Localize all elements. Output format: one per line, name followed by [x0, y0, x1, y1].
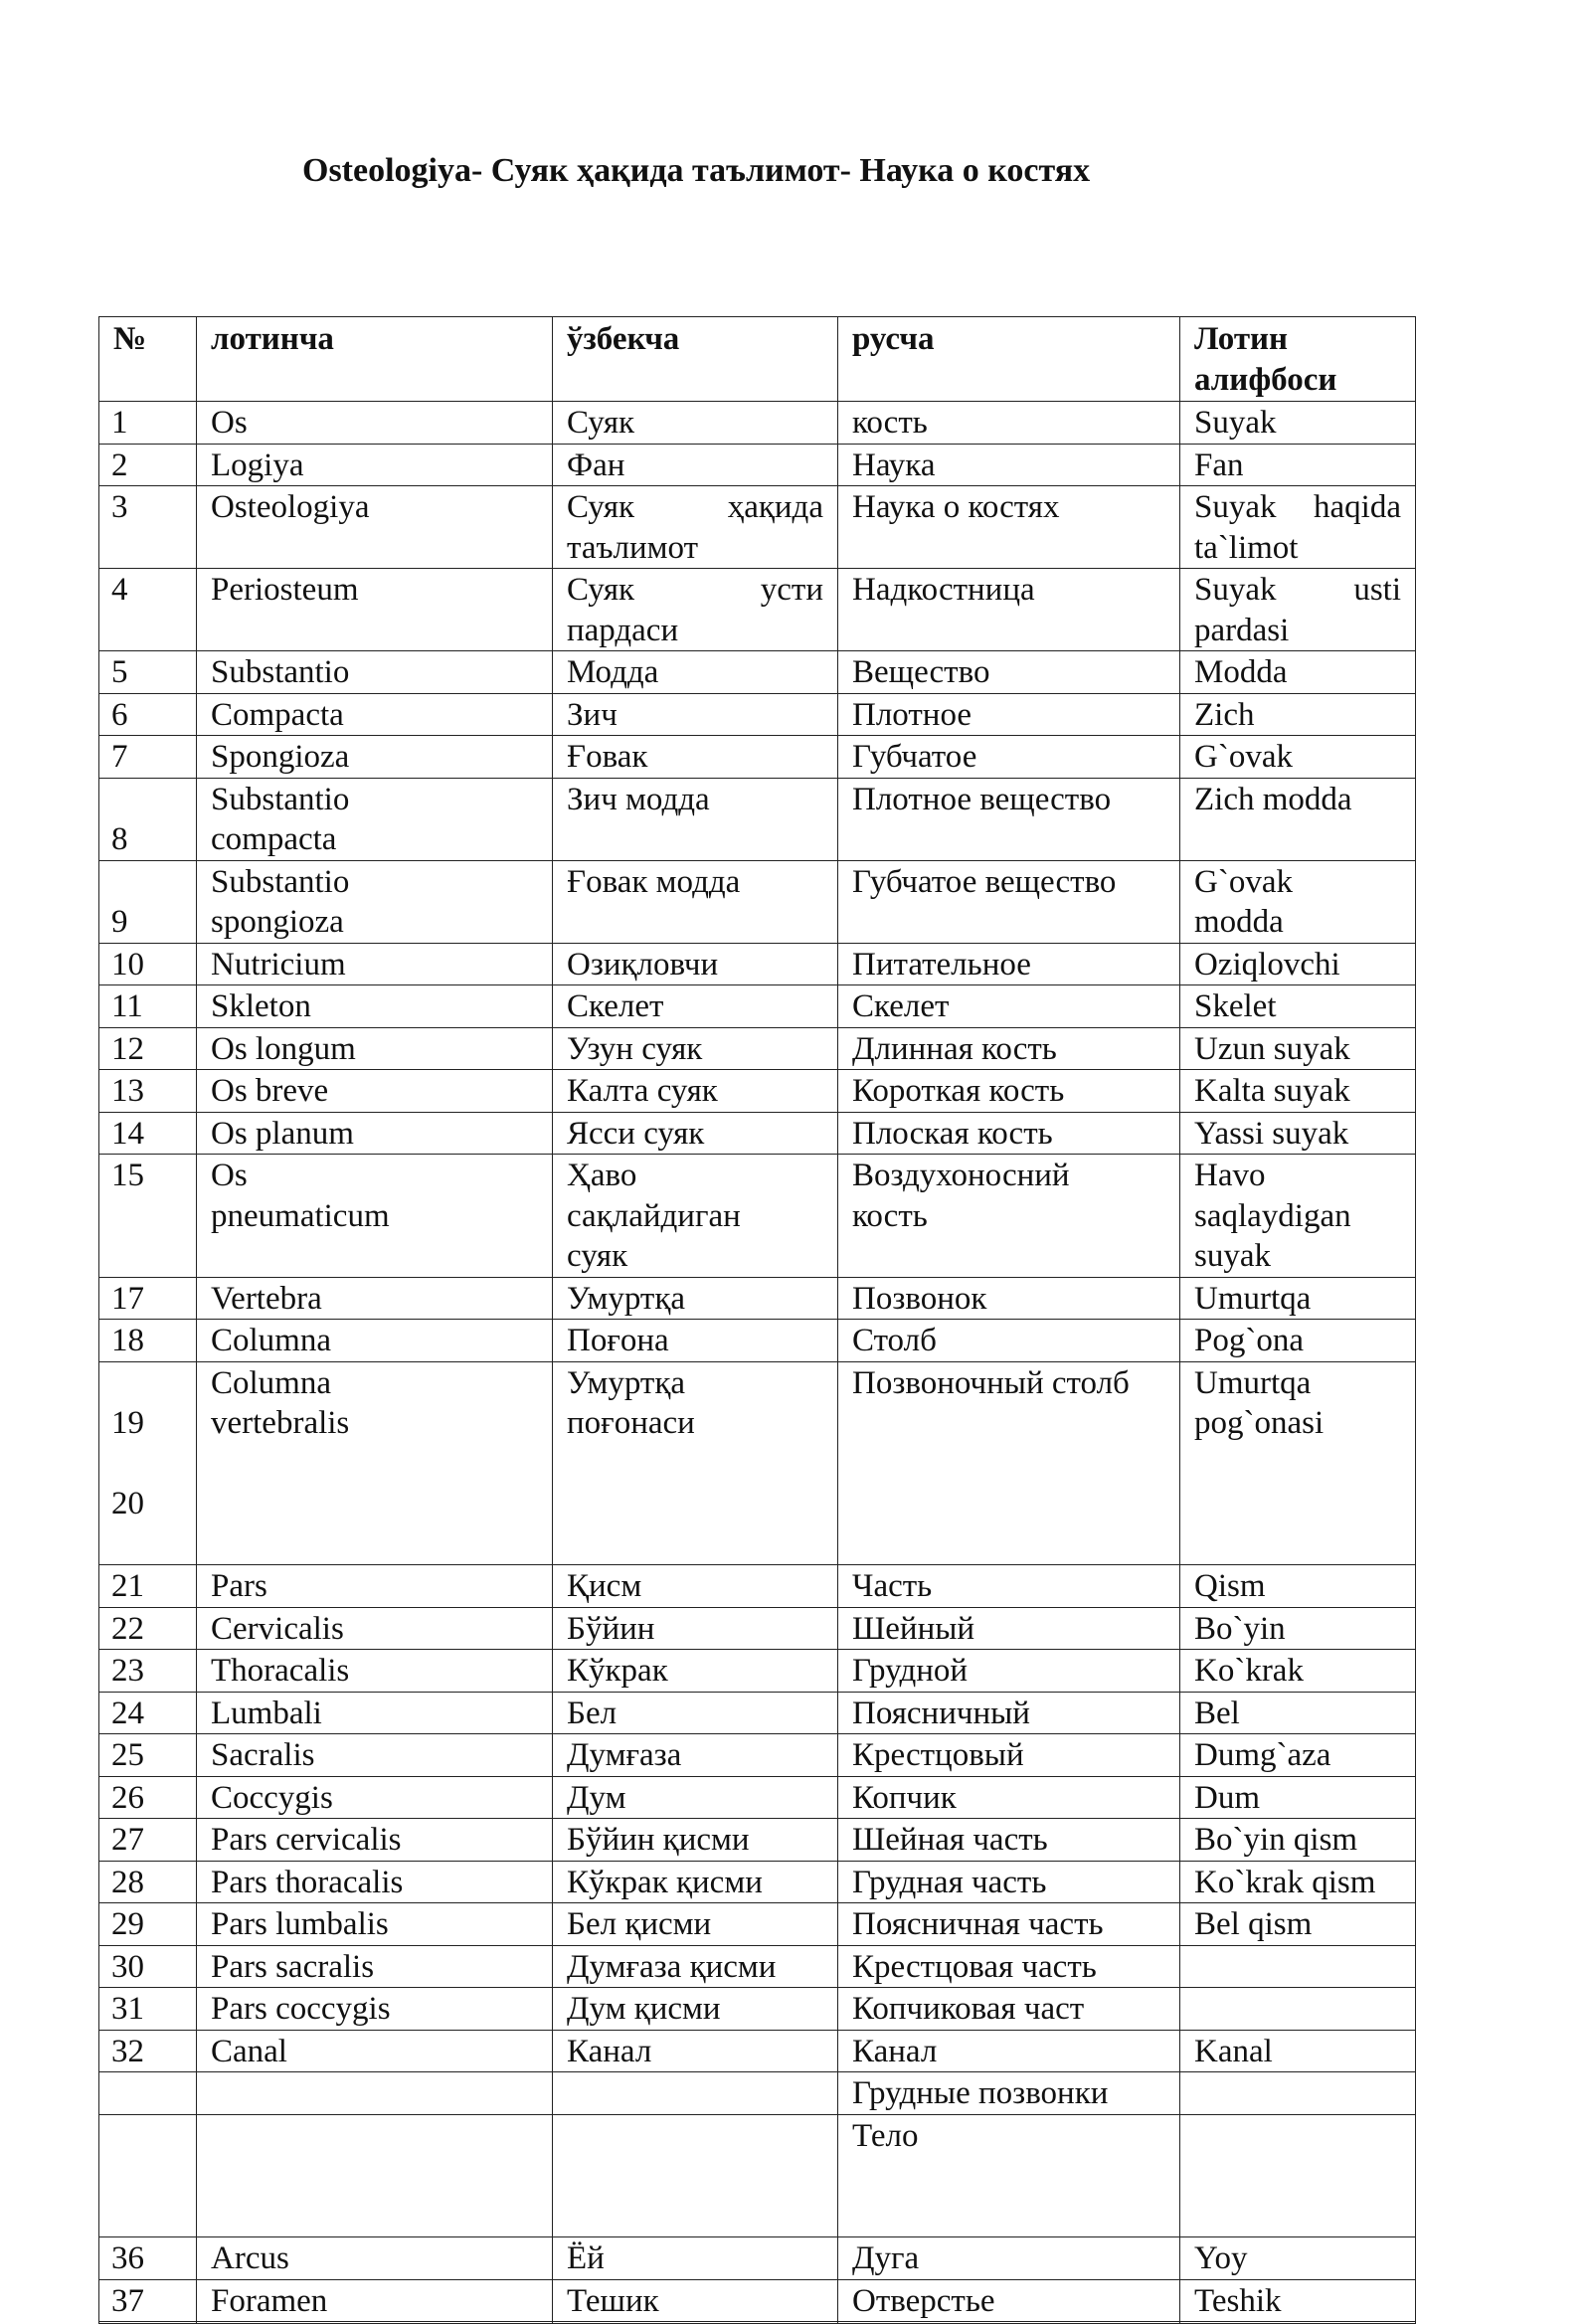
cell-latin-alphabet: Bo`yin: [1180, 1607, 1416, 1650]
cell-latin: Pars: [197, 1565, 553, 1608]
cell-latin: [197, 860, 553, 943]
cell-latin: Skleton: [197, 985, 553, 1028]
cell-number: [99, 2072, 197, 2115]
cell-uzbek-line: Умуртқа: [567, 1364, 686, 1401]
table-row: [99, 1988, 1416, 2031]
cell-russian: [838, 2322, 1180, 2324]
cell-russian: кость: [838, 402, 1180, 445]
table-row: [99, 1903, 1416, 1946]
cell-latin-line: pneumaticum: [211, 1197, 390, 1234]
cell-uzbek-line: поғонаси: [567, 1405, 695, 1441]
cell-latin-line: spongioza: [211, 904, 344, 940]
cell-uzbek: [553, 569, 838, 651]
cell-latin-alphabet: Bo`yin qism: [1180, 1819, 1416, 1862]
cell-latin-alphabet: Ko`krak: [1180, 1650, 1416, 1693]
cell-uzbek: Кўкрак қисми: [553, 1861, 838, 1903]
cell-latin: Pars lumbalis: [197, 1903, 553, 1946]
cell-number: [99, 2322, 197, 2324]
cell-russian: Шейная часть: [838, 1819, 1180, 1862]
cell-russian: Длинная кость: [838, 1027, 1180, 1070]
cell-number: 12: [99, 1027, 197, 1070]
cell-russian: [838, 1155, 1180, 1278]
cell-uzbek: Канал: [553, 2030, 838, 2072]
cell-latin-alphabet: Fan: [1180, 444, 1416, 486]
cell-latin-line: Substantio: [211, 781, 350, 817]
table-row: [99, 402, 1416, 445]
cell-latin-alphabet-line: pardasi: [1194, 612, 1290, 648]
table-row: [99, 2072, 1416, 2115]
cell-number: 6: [99, 693, 197, 736]
cell-latin: Nutricium: [197, 943, 553, 985]
cell-number: 14: [99, 1112, 197, 1155]
cell-uzbek: Зич модда: [553, 778, 838, 860]
cell-number: 30: [99, 1945, 197, 1988]
cell-latin: Canal: [197, 2030, 553, 2072]
cell-latin: Arcus: [197, 2237, 553, 2280]
cell-latin-alphabet: Kanal: [1180, 2030, 1416, 2072]
cell-latin-alphabet-line: suyak: [1194, 1238, 1271, 1274]
cell-latin: Osteologiya: [197, 486, 553, 569]
cell-latin-alphabet: Kalta suyak: [1180, 1070, 1416, 1113]
cell-latin: Os planum: [197, 1112, 553, 1155]
cell-latin-alphabet: G`ovak: [1180, 736, 1416, 779]
vocabulary-table: [98, 316, 1416, 2324]
cell-russian: Плотное вещество: [838, 778, 1180, 860]
cell-latin-alphabet: [1180, 2114, 1416, 2237]
cell-latin: [197, 1361, 553, 1565]
cell-russian: Наука о костях: [838, 486, 1180, 569]
table-row: [99, 444, 1416, 486]
cell-latin-alphabet: Zich: [1180, 693, 1416, 736]
cell-number: 2: [99, 444, 197, 486]
cell-russian: Крестцовая часть: [838, 1945, 1180, 1988]
cell-latin-alphabet: Dum: [1180, 1776, 1416, 1819]
cell-latin: Pars sacralis: [197, 1945, 553, 1988]
cell-latin: [197, 2114, 553, 2237]
cell-number: 3: [99, 486, 197, 569]
cell-uzbek: Ёй: [553, 2237, 838, 2280]
table-row: [99, 1155, 1416, 1278]
cell-uzbek: Думғаза: [553, 1734, 838, 1777]
cell-uzbek: Кўкрак: [553, 1650, 838, 1693]
cell-uzbek: Скелет: [553, 985, 838, 1028]
cell-uzbek: Думғаза қисми: [553, 1945, 838, 1988]
cell-latin: Coccygis: [197, 1776, 553, 1819]
cell-latin-alphabet: Umurtqa: [1180, 1277, 1416, 1320]
cell-uzbek: Ғовак: [553, 736, 838, 779]
cell-russian: Скелет: [838, 985, 1180, 1028]
table-row: [99, 1565, 1416, 1608]
cell-uzbek: Бел қисми: [553, 1903, 838, 1946]
cell-number: 15: [99, 1155, 197, 1278]
cell-russian: Позвоночный столб: [838, 1361, 1180, 1565]
cell-uzbek: [553, 1361, 838, 1565]
cell-latin: [197, 2322, 553, 2324]
cell-uzbek: Узун суяк: [553, 1027, 838, 1070]
page-title: Osteologiya- Суяк ҳақида таълимот- Наука о костях: [302, 152, 1091, 189]
cell-latin-alphabet: [1180, 486, 1416, 569]
cell-russian: Плоская кость: [838, 1112, 1180, 1155]
cell-latin: Cervicalis: [197, 1607, 553, 1650]
table-row: [99, 985, 1416, 1028]
cell-latin: Lumbali: [197, 1692, 553, 1734]
cell-latin-line: Substantio: [211, 863, 350, 900]
cell-latin: Vertebra: [197, 1277, 553, 1320]
table-row: [99, 1945, 1416, 1988]
cell-number: 37: [99, 2279, 197, 2322]
cell-latin: Compacta: [197, 693, 553, 736]
cell-latin: Sacralis: [197, 1734, 553, 1777]
cell-latin-alphabet: Qism: [1180, 1565, 1416, 1608]
cell-number: 7: [99, 736, 197, 779]
cell-latin-alphabet: [1180, 569, 1416, 651]
table-row: [99, 2322, 1416, 2324]
cell-russian: Вещество: [838, 651, 1180, 694]
table-row: [99, 693, 1416, 736]
cell-latin-alphabet: Zich modda: [1180, 778, 1416, 860]
cell-uzbek: Дум қисми: [553, 1988, 838, 2031]
cell-latin: [197, 2072, 553, 2115]
cell-russian: Питательное: [838, 943, 1180, 985]
cell-russian: Позвонок: [838, 1277, 1180, 1320]
cell-number: 5: [99, 651, 197, 694]
cell-russian: Грудная часть: [838, 1861, 1180, 1903]
cell-latin: Pars cervicalis: [197, 1819, 553, 1862]
cell-latin-alphabet: Yoy: [1180, 2237, 1416, 2280]
cell-uzbek: Қисм: [553, 1565, 838, 1608]
cell-number: 25: [99, 1734, 197, 1777]
cell-uzbek: Бўйин: [553, 1607, 838, 1650]
cell-latin-alphabet-line: saqlaydigan: [1194, 1197, 1351, 1234]
cell-uzbek-line: суяк: [567, 1238, 628, 1274]
table-row: [99, 1112, 1416, 1155]
cell-uzbek: Умуртқа: [553, 1277, 838, 1320]
cell-russian: Крестцовый: [838, 1734, 1180, 1777]
cell-latin-alphabet: Teshik: [1180, 2279, 1416, 2322]
cell-russian: Губчатое вещество: [838, 860, 1180, 943]
table-row: [99, 1277, 1416, 1320]
cell-number: 23: [99, 1650, 197, 1693]
cell-uzbek-line: пардаси: [567, 612, 679, 648]
cell-russian: Столб: [838, 1320, 1180, 1362]
cell-latin-alphabet: Bel qism: [1180, 1903, 1416, 1946]
cell-latin-alphabet: Suyak: [1180, 402, 1416, 445]
cell-uzbek-line: Ҳаво: [567, 1158, 637, 1193]
cell-russian: Отверстье: [838, 2279, 1180, 2322]
table-row: [99, 860, 1416, 943]
cell-russian: Плотное: [838, 693, 1180, 736]
cell-latin: Foramen: [197, 2279, 553, 2322]
cell-latin: Columna: [197, 1320, 553, 1362]
table-row: [99, 778, 1416, 860]
cell-uzbek: Фан: [553, 444, 838, 486]
cell-number: 27: [99, 1819, 197, 1862]
cell-russian: Губчатое: [838, 736, 1180, 779]
cell-number: 11: [99, 985, 197, 1028]
cell-number-line: 19: [111, 1405, 144, 1441]
cell-number: 28: [99, 1861, 197, 1903]
cell-uzbek: Ясси суяк: [553, 1112, 838, 1155]
cell-latin-line: vertebralis: [211, 1405, 350, 1441]
cell-latin-alphabet-line: pog`onasi: [1194, 1405, 1325, 1441]
header-uzbek: ўзбекча: [553, 317, 838, 402]
cell-number: 10: [99, 943, 197, 985]
cell-latin-alphabet-line: G`ovak: [1194, 863, 1293, 900]
cell-uzbek-line: Суяк усти: [567, 572, 823, 608]
cell-number: [99, 2114, 197, 2237]
cell-latin: Spongioza: [197, 736, 553, 779]
table-row: [99, 651, 1416, 694]
cell-latin-alphabet: Modda: [1180, 651, 1416, 694]
cell-uzbek: Модда: [553, 651, 838, 694]
cell-russian: Грудные позвонки: [838, 2072, 1180, 2115]
cell-uzbek-line: Суяк ҳақида: [567, 489, 823, 525]
cell-latin-alphabet: Uzun suyak: [1180, 1027, 1416, 1070]
cell-uzbek: [553, 486, 838, 569]
cell-number: 21: [99, 1565, 197, 1608]
cell-latin: Os breve: [197, 1070, 553, 1113]
cell-uzbek: Поғона: [553, 1320, 838, 1362]
cell-latin-alphabet-line: Suyak haqida: [1194, 489, 1401, 525]
cell-latin-alphabet: Pog`ona: [1180, 1320, 1416, 1362]
cell-uzbek-line: сақлайдиган: [567, 1197, 741, 1234]
cell-number: 8: [99, 778, 197, 860]
cell-latin-alphabet: [1180, 2322, 1416, 2324]
cell-latin: Os longum: [197, 1027, 553, 1070]
table-row: [99, 943, 1416, 985]
table-row: [99, 736, 1416, 779]
header-russian: русча: [838, 317, 1180, 402]
table-row: [99, 2279, 1416, 2322]
cell-russian-line: Воздухоносний: [852, 1158, 1070, 1193]
cell-number: 4: [99, 569, 197, 651]
cell-number-line: 20: [111, 1486, 144, 1521]
cell-latin: Pars thoracalis: [197, 1861, 553, 1903]
cell-uzbek: Бўйин қисми: [553, 1819, 838, 1862]
cell-russian: Наука: [838, 444, 1180, 486]
cell-uzbek: Зич: [553, 693, 838, 736]
cell-uzbek: [553, 2072, 838, 2115]
cell-latin-line: Columna: [211, 1364, 331, 1401]
header-latin-alphabet-line1: Лотин: [1194, 321, 1289, 357]
cell-latin-alphabet: Dumg`aza: [1180, 1734, 1416, 1777]
cell-russian: Шейный: [838, 1607, 1180, 1650]
cell-uzbek: Ғовак модда: [553, 860, 838, 943]
cell-number: 32: [99, 2030, 197, 2072]
cell-russian: Грудной: [838, 1650, 1180, 1693]
cell-latin: Substantio: [197, 651, 553, 694]
cell-uzbek: Озиқловчи: [553, 943, 838, 985]
cell-russian: Копчик: [838, 1776, 1180, 1819]
cell-latin-alphabet-line: Suyak usti: [1194, 572, 1401, 608]
cell-number: 1: [99, 402, 197, 445]
cell-latin-alphabet: Yassi suyak: [1180, 1112, 1416, 1155]
cell-latin: Periosteum: [197, 569, 553, 651]
cell-latin: Thoracalis: [197, 1650, 553, 1693]
table-row: [99, 2237, 1416, 2280]
table-header-row: [99, 317, 1416, 402]
cell-russian: Дуга: [838, 2237, 1180, 2280]
cell-number: 24: [99, 1692, 197, 1734]
cell-russian: Короткая кость: [838, 1070, 1180, 1113]
cell-russian-line: кость: [852, 1197, 928, 1234]
cell-latin-alphabet-line: Umurtqa: [1194, 1364, 1312, 1401]
cell-latin-alphabet-line: ta`limot: [1194, 529, 1299, 566]
cell-latin-alphabet-line: modda: [1194, 904, 1284, 940]
cell-latin-alphabet: Ko`krak qism: [1180, 1861, 1416, 1903]
cell-latin: Os: [197, 402, 553, 445]
cell-latin-line: compacta: [211, 821, 337, 857]
table-row: [99, 1819, 1416, 1862]
cell-number: [99, 1361, 197, 1565]
cell-uzbek: Дум: [553, 1776, 838, 1819]
cell-russian: Копчиковая част: [838, 1988, 1180, 2031]
cell-russian: Тело: [838, 2114, 1180, 2237]
table-row: [99, 2114, 1416, 2237]
cell-latin-alphabet-line: Havo: [1194, 1158, 1266, 1193]
cell-number: 36: [99, 2237, 197, 2280]
cell-uzbek: [553, 1155, 838, 1278]
cell-number: 31: [99, 1988, 197, 2031]
cell-latin-alphabet: [1180, 860, 1416, 943]
cell-latin-alphabet: [1180, 1988, 1416, 2031]
table-row: [99, 2030, 1416, 2072]
table-row: [99, 486, 1416, 569]
table-row: [99, 1650, 1416, 1693]
cell-number: 26: [99, 1776, 197, 1819]
cell-uzbek: [553, 2322, 838, 2324]
header-latin-alphabet: [1180, 317, 1416, 402]
table-row: [99, 1320, 1416, 1362]
cell-russian: Канал: [838, 2030, 1180, 2072]
table-row: [99, 1861, 1416, 1903]
cell-latin-line: Os: [211, 1158, 248, 1193]
cell-number: 29: [99, 1903, 197, 1946]
cell-number: 22: [99, 1607, 197, 1650]
cell-latin: [197, 778, 553, 860]
cell-russian: Надкостница: [838, 569, 1180, 651]
table-row: [99, 569, 1416, 651]
cell-russian: Часть: [838, 1565, 1180, 1608]
cell-uzbek: Калта суяк: [553, 1070, 838, 1113]
cell-latin: Pars coccygis: [197, 1988, 553, 2031]
table-row: [99, 1607, 1416, 1650]
table-row: [99, 1776, 1416, 1819]
header-number: №: [99, 317, 197, 402]
cell-uzbek: Бел: [553, 1692, 838, 1734]
cell-uzbek-line: таълимот: [567, 529, 699, 566]
table-row: [99, 1070, 1416, 1113]
header-latin: лотинча: [197, 317, 553, 402]
cell-latin-alphabet: [1180, 1155, 1416, 1278]
table-row: [99, 1027, 1416, 1070]
cell-latin-alphabet: [1180, 2072, 1416, 2115]
cell-number: 18: [99, 1320, 197, 1362]
cell-latin-alphabet: [1180, 1361, 1416, 1565]
header-latin-alphabet-line2: алифбоси: [1194, 361, 1337, 398]
cell-latin-alphabet: Oziqlovchi: [1180, 943, 1416, 985]
cell-number: 13: [99, 1070, 197, 1113]
cell-uzbek: Тешик: [553, 2279, 838, 2322]
cell-latin: [197, 1155, 553, 1278]
cell-uzbek: [553, 2114, 838, 2237]
table-row: [99, 1692, 1416, 1734]
table-row: [99, 1361, 1416, 1565]
cell-russian: Поясничная часть: [838, 1903, 1180, 1946]
cell-latin-alphabet: Bel: [1180, 1692, 1416, 1734]
cell-russian: Поясничный: [838, 1692, 1180, 1734]
cell-latin-alphabet: [1180, 1945, 1416, 1988]
cell-number: 17: [99, 1277, 197, 1320]
cell-latin: Logiya: [197, 444, 553, 486]
cell-number: 9: [99, 860, 197, 943]
cell-uzbek: Суяк: [553, 402, 838, 445]
table-row: [99, 1734, 1416, 1777]
cell-latin-alphabet: Skelet: [1180, 985, 1416, 1028]
